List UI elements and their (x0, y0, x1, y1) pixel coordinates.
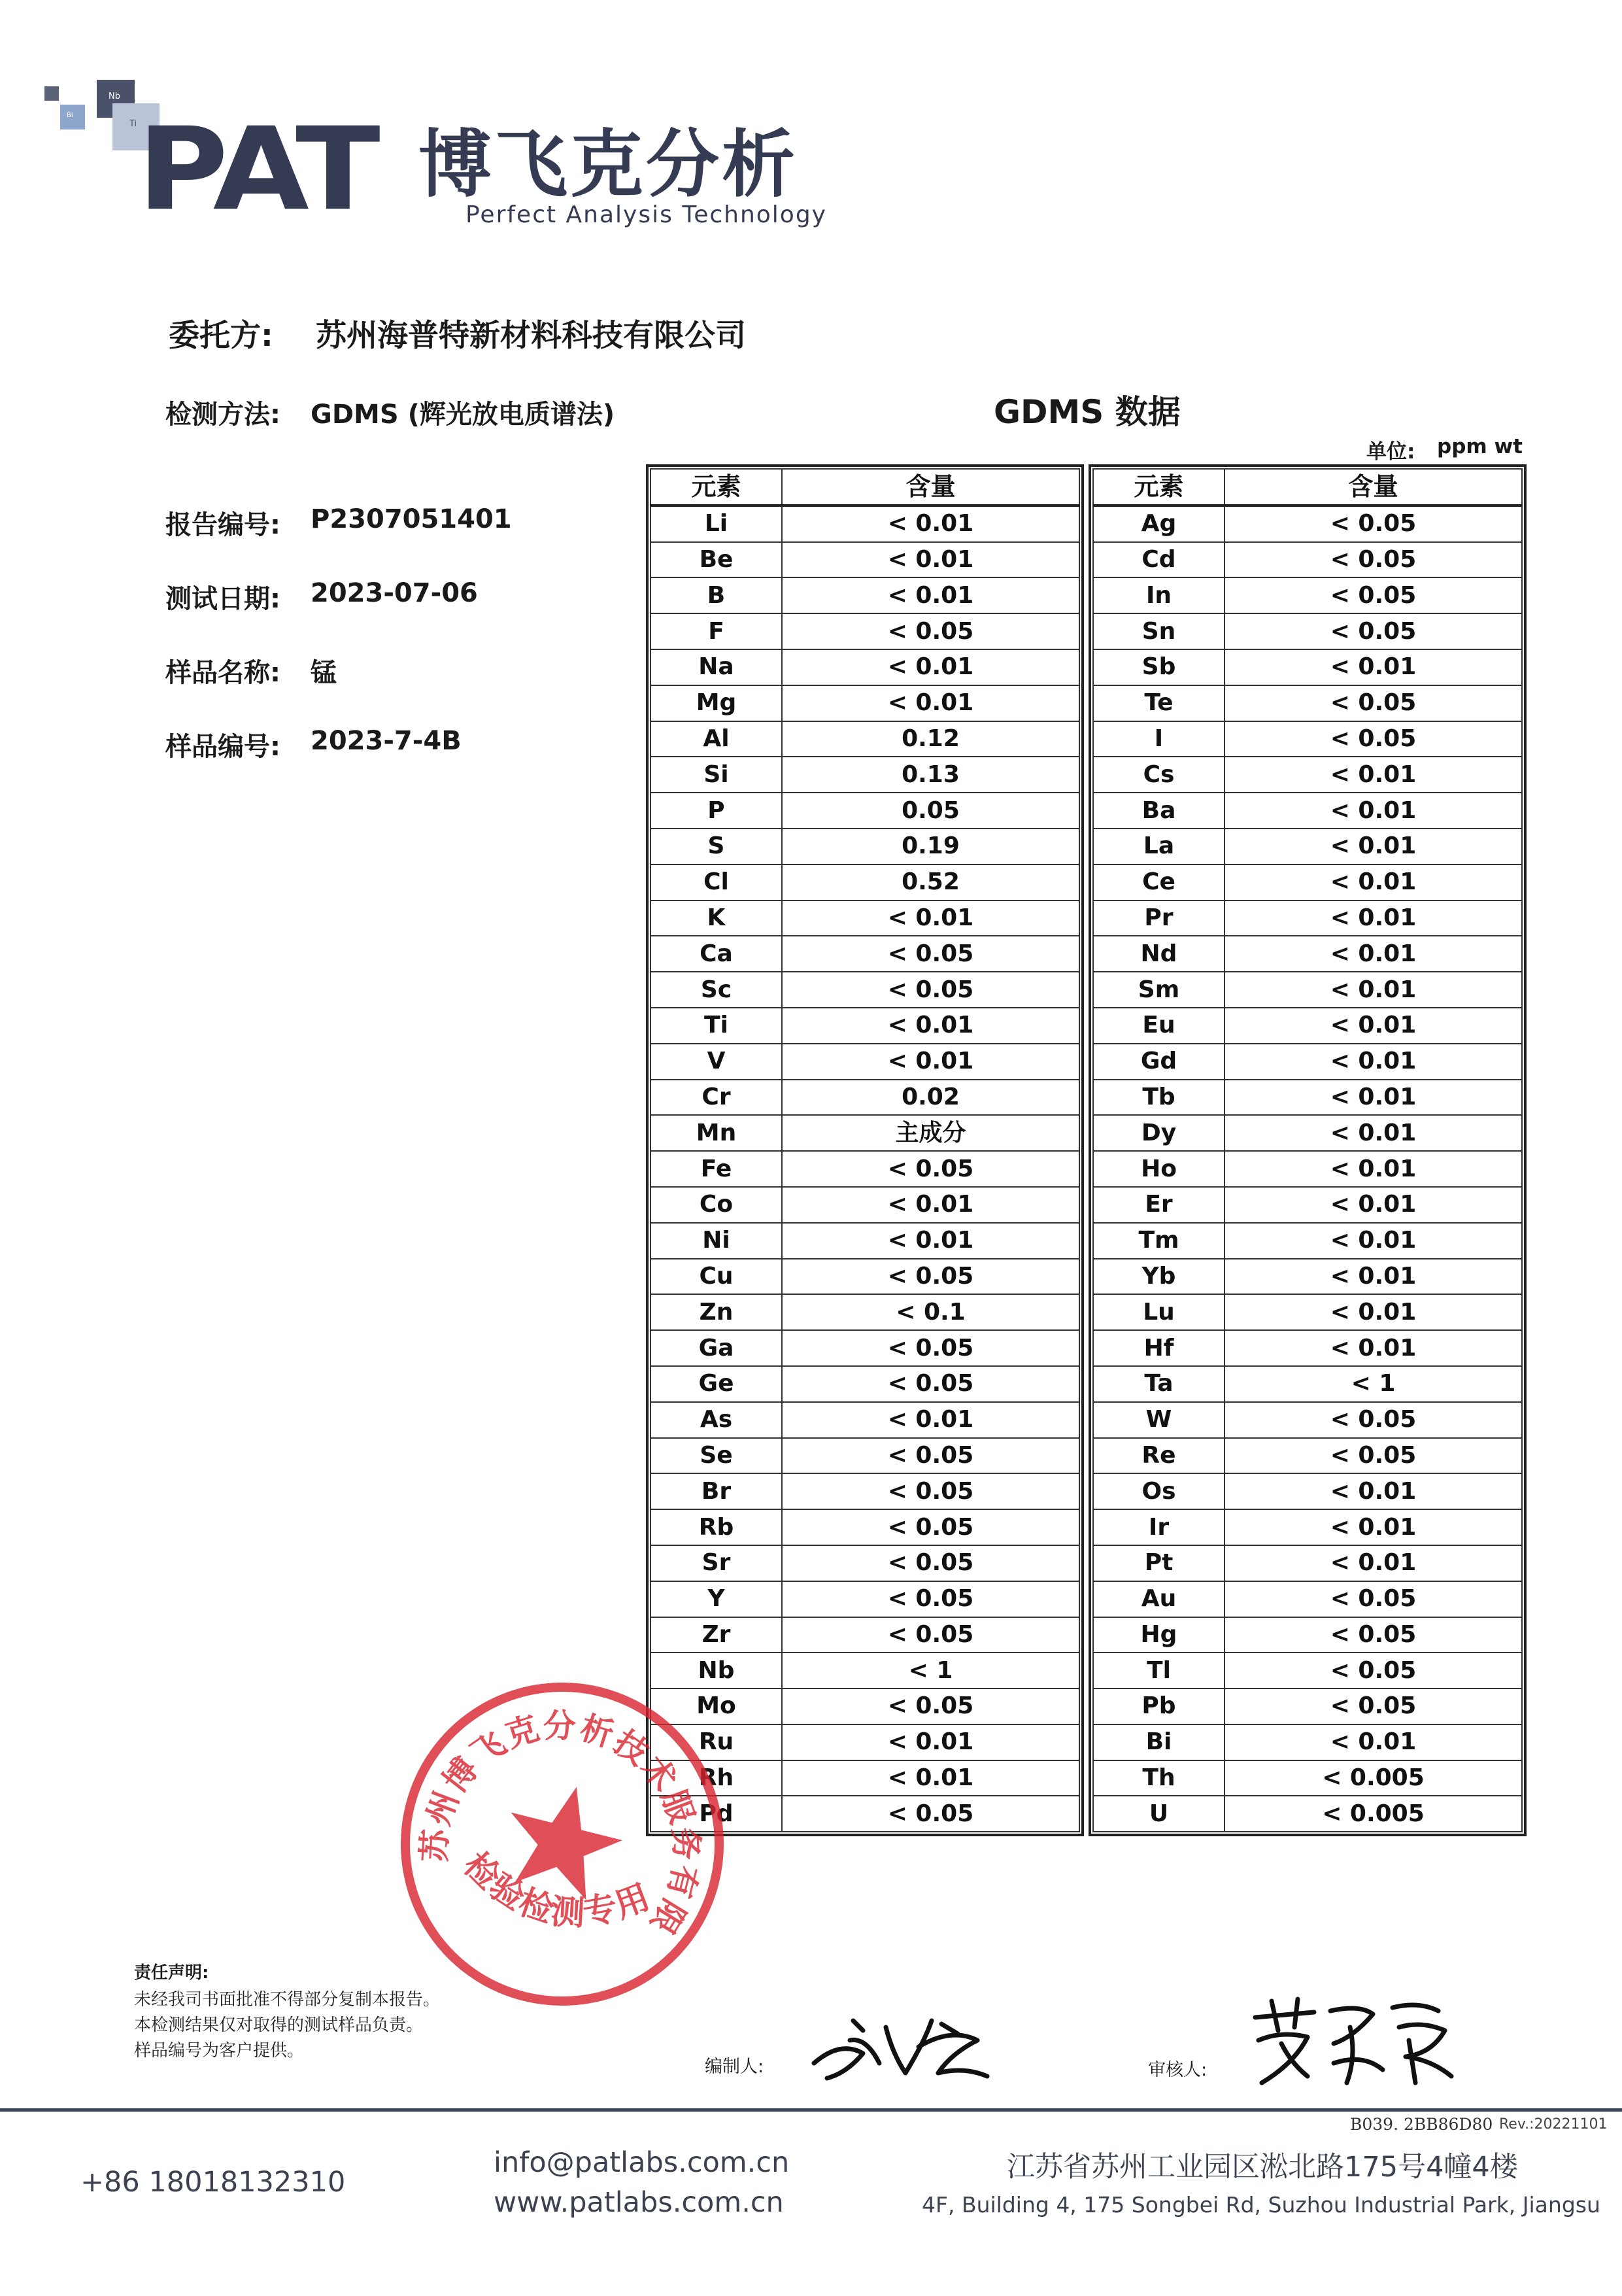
content-cell: < 0.05 (782, 1581, 1079, 1617)
element-cell: Nb (650, 1653, 782, 1688)
element-cell: Pd (650, 1796, 782, 1832)
test-date-value: 2023-07-06 (311, 578, 478, 608)
table-row (1093, 1509, 1522, 1545)
address-english: 4F, Building 4, 175 Songbei Rd, Suzhou Industrial Park, Jiangsu (922, 2192, 1600, 2218)
table-row (650, 1080, 1079, 1116)
table-row (650, 1402, 1079, 1438)
table-row (650, 757, 1079, 793)
table-row (650, 972, 1079, 1008)
method-label: 检测方法: (165, 400, 280, 430)
element-cell: Cs (1093, 757, 1225, 793)
content-cell: < 0.01 (1225, 1080, 1522, 1116)
sample-name-value: 锰 (311, 658, 337, 688)
contact-phone: +86 18018132310 (80, 2166, 346, 2199)
content-cell: < 0.05 (782, 1545, 1079, 1581)
report-no-label: 报告编号: (165, 510, 280, 540)
content-cell: < 0.05 (1225, 505, 1522, 542)
content-cell: < 0.05 (782, 1617, 1079, 1653)
element-cell: W (1093, 1402, 1225, 1438)
element-cell: La (1093, 829, 1225, 865)
table-row (1093, 972, 1522, 1008)
table-row (650, 1044, 1079, 1080)
element-cell: Pt (1093, 1545, 1225, 1581)
content-cell: < 0.01 (782, 685, 1079, 721)
element-cell: Hf (1093, 1330, 1225, 1366)
table-row (650, 1330, 1079, 1366)
element-cell: Sm (1093, 972, 1225, 1008)
element-cell: Sc (650, 972, 782, 1008)
table-row (650, 613, 1079, 649)
content-cell: < 0.05 (782, 613, 1079, 649)
element-cell: Hg (1093, 1617, 1225, 1653)
element-cell: Y (650, 1581, 782, 1617)
content-cell: 0.02 (782, 1080, 1079, 1116)
element-cell: Ge (650, 1366, 782, 1402)
content-cell: < 0.1 (782, 1294, 1079, 1330)
content-cell: < 0.05 (782, 1473, 1079, 1509)
content-cell: < 0.01 (1225, 649, 1522, 685)
element-cell: Cu (650, 1259, 782, 1295)
table-row (1093, 1187, 1522, 1223)
element-cell: Sb (1093, 649, 1225, 685)
svg-text:苏州博飞克分析技术服务有限公司: 苏州博飞克分析技术服务有限公司 (415, 1707, 706, 1942)
content-cell: 0.13 (782, 757, 1079, 793)
table-row (650, 1294, 1079, 1330)
content-cell: < 0.05 (1225, 721, 1522, 757)
element-cell: Mo (650, 1688, 782, 1724)
table-row (650, 829, 1079, 865)
logo-tagline: Perfect Analysis Technology (465, 201, 827, 228)
table-row (1093, 649, 1522, 685)
element-cell: Au (1093, 1581, 1225, 1617)
table-row (1093, 1653, 1522, 1688)
content-cell: < 0.01 (1225, 972, 1522, 1008)
table-row (1093, 721, 1522, 757)
element-cell: Tl (1093, 1653, 1225, 1688)
content-cell: < 0.01 (1225, 1294, 1522, 1330)
element-cell: Co (650, 1187, 782, 1223)
element-cell: Fe (650, 1151, 782, 1187)
content-cell: < 0.01 (1225, 1044, 1522, 1080)
content-cell: < 0.01 (782, 577, 1079, 613)
table-row (1093, 505, 1522, 542)
element-cell: K (650, 900, 782, 936)
footer-divider (0, 2108, 1622, 2112)
table-row (650, 1151, 1079, 1187)
disclaimer-line: 本检测结果仅对取得的测试样品负责。 (134, 2015, 424, 2035)
element-cell: Th (1093, 1760, 1225, 1796)
table-row (650, 1223, 1079, 1259)
test-date-label: 测试日期: (165, 584, 280, 614)
content-cell: < 0.05 (782, 1688, 1079, 1724)
element-cell: Ca (650, 936, 782, 972)
content-cell: < 0.01 (1225, 793, 1522, 829)
content-cell: < 0.01 (1225, 829, 1522, 865)
content-cell: < 0.05 (782, 1330, 1079, 1366)
logo-square-ti: Ti (112, 103, 160, 150)
content-column-header: 含量 (782, 469, 1079, 505)
table-row (650, 1008, 1079, 1044)
company-logo (39, 72, 856, 242)
table-row (1093, 1294, 1522, 1330)
content-cell: < 0.01 (1225, 1545, 1522, 1581)
content-cell: < 0.01 (782, 542, 1079, 578)
table-row (1093, 1724, 1522, 1760)
element-cell: Rh (650, 1760, 782, 1796)
content-cell: < 0.05 (1225, 577, 1522, 613)
table-row (1093, 1617, 1522, 1653)
table-row (1093, 542, 1522, 578)
table-row (650, 1509, 1079, 1545)
element-cell: V (650, 1044, 782, 1080)
element-cell: Bi (1093, 1724, 1225, 1760)
content-cell: < 0.05 (782, 1366, 1079, 1402)
element-cell: Ba (1093, 793, 1225, 829)
logo-chinese-name: 博飞克分析 (418, 122, 798, 207)
element-cell: Te (1093, 685, 1225, 721)
content-cell: < 0.05 (1225, 1438, 1522, 1474)
element-cell: S (650, 829, 782, 865)
table-row (1093, 1581, 1522, 1617)
element-cell: Cr (650, 1080, 782, 1116)
content-cell: < 1 (782, 1653, 1079, 1688)
element-cell: Tm (1093, 1223, 1225, 1259)
element-cell: Er (1093, 1187, 1225, 1223)
address-chinese: 江苏省苏州工业园区淞北路175号4幢4楼 (1007, 2151, 1518, 2184)
table-row (650, 1366, 1079, 1402)
content-cell: < 0.01 (1225, 1259, 1522, 1295)
element-cell: Br (650, 1473, 782, 1509)
table-row (1093, 1259, 1522, 1295)
content-cell: < 0.01 (1225, 1187, 1522, 1223)
content-cell: < 0.01 (1225, 757, 1522, 793)
content-cell: < 0.01 (782, 1724, 1079, 1760)
content-cell: < 0.01 (1225, 865, 1522, 900)
table-row (1093, 1473, 1522, 1509)
content-cell: < 0.01 (1225, 900, 1522, 936)
table-row (1093, 577, 1522, 613)
element-cell: Ce (1093, 865, 1225, 900)
table-row (1093, 1151, 1522, 1187)
element-cell: Sn (1093, 613, 1225, 649)
element-cell: I (1093, 721, 1225, 757)
element-column-header: 元素 (1093, 469, 1225, 505)
element-cell: Na (650, 649, 782, 685)
table-row (1093, 613, 1522, 649)
content-cell: < 0.01 (1225, 1724, 1522, 1760)
report-no-value: P2307051401 (311, 504, 512, 534)
element-cell: Pb (1093, 1688, 1225, 1724)
content-cell: < 0.05 (1225, 542, 1522, 578)
data-title: GDMS 数据 (994, 393, 1181, 431)
logo-mark: PAT (137, 103, 377, 236)
content-cell: < 0.01 (782, 1187, 1079, 1223)
table-row (1093, 1044, 1522, 1080)
content-cell: < 0.05 (1225, 1617, 1522, 1653)
table-row (650, 577, 1079, 613)
element-cell: Nd (1093, 936, 1225, 972)
content-cell: 0.05 (782, 793, 1079, 829)
content-cell: 0.52 (782, 865, 1079, 900)
right-results-table (1089, 464, 1527, 1836)
table-row (1093, 757, 1522, 793)
content-cell: < 0.01 (1225, 1509, 1522, 1545)
element-cell: Be (650, 542, 782, 578)
table-row (650, 505, 1079, 542)
content-cell: 0.12 (782, 721, 1079, 757)
content-cell: < 0.01 (1225, 1330, 1522, 1366)
left-results-table (646, 464, 1084, 1836)
content-cell: < 0.05 (782, 1259, 1079, 1295)
element-cell: Si (650, 757, 782, 793)
table-row (1093, 1008, 1522, 1044)
content-cell: < 0.05 (782, 936, 1079, 972)
element-cell: Ta (1093, 1366, 1225, 1402)
table-row (650, 1473, 1079, 1509)
content-cell: < 0.05 (1225, 613, 1522, 649)
table-row (650, 900, 1079, 936)
table-row (650, 793, 1079, 829)
official-seal (392, 1674, 732, 2014)
element-cell: As (650, 1402, 782, 1438)
table-row (1093, 1402, 1522, 1438)
content-cell: < 0.05 (782, 1151, 1079, 1187)
content-cell: < 0.01 (782, 1223, 1079, 1259)
disclaimer-line: 样品编号为客户提供。 (134, 2041, 305, 2061)
unit-label: 单位: (1366, 440, 1415, 464)
table-row (650, 1617, 1079, 1653)
logo-square-nb: Nb (97, 80, 135, 118)
table-header-row (650, 469, 1079, 505)
table-row (1093, 1223, 1522, 1259)
content-cell: < 0.01 (1225, 1223, 1522, 1259)
table-row (1093, 793, 1522, 829)
content-cell: < 0.05 (782, 1509, 1079, 1545)
table-row (650, 685, 1079, 721)
table-row (650, 721, 1079, 757)
content-cell: < 1 (1225, 1366, 1522, 1402)
table-row (1093, 829, 1522, 865)
element-cell: Se (650, 1438, 782, 1474)
content-cell: < 0.05 (782, 1796, 1079, 1832)
content-cell: < 0.05 (782, 972, 1079, 1008)
content-cell: < 0.01 (782, 1402, 1079, 1438)
logo-square-bi: Bi (60, 105, 85, 129)
element-cell: Mn (650, 1115, 782, 1151)
element-cell: Ga (650, 1330, 782, 1366)
table-row (1093, 1080, 1522, 1116)
element-cell: Re (1093, 1438, 1225, 1474)
content-cell: < 0.01 (782, 649, 1079, 685)
element-cell: F (650, 613, 782, 649)
table-row (1093, 1688, 1522, 1724)
table-row (1093, 1760, 1522, 1796)
content-cell: < 0.01 (1225, 1008, 1522, 1044)
content-column-header: 含量 (1225, 469, 1522, 505)
element-cell: Sr (650, 1545, 782, 1581)
editor-label: 编制人: (705, 2057, 764, 2077)
contact-website: www.patlabs.com.cn (494, 2186, 784, 2219)
table-row (650, 1259, 1079, 1295)
table-row (1093, 1796, 1522, 1832)
unit-value: ppm wt (1437, 435, 1523, 458)
table-row (1093, 685, 1522, 721)
revision-label: Rev.:20221101 (1499, 2116, 1608, 2133)
table-row (1093, 1115, 1522, 1151)
content-cell: < 0.01 (1225, 1151, 1522, 1187)
element-cell: Zr (650, 1617, 782, 1653)
content-cell: < 0.01 (1225, 1473, 1522, 1509)
content-cell: < 0.01 (782, 1760, 1079, 1796)
content-cell: < 0.05 (782, 1438, 1079, 1474)
element-cell: P (650, 793, 782, 829)
element-cell: Ru (650, 1724, 782, 1760)
content-cell: < 0.01 (782, 505, 1079, 542)
table-row (1093, 936, 1522, 972)
content-cell: < 0.05 (1225, 685, 1522, 721)
element-cell: Li (650, 505, 782, 542)
element-cell: Os (1093, 1473, 1225, 1509)
element-cell: Yb (1093, 1259, 1225, 1295)
content-cell: < 0.005 (1225, 1796, 1522, 1832)
element-cell: Ag (1093, 505, 1225, 542)
element-cell: Ir (1093, 1509, 1225, 1545)
content-cell: < 0.05 (1225, 1402, 1522, 1438)
element-cell: Eu (1093, 1008, 1225, 1044)
editor-signature (801, 2001, 997, 2086)
disclaimer-line: 未经我司书面批准不得部分复制本报告。 (134, 1990, 441, 2010)
content-cell: < 0.05 (1225, 1688, 1522, 1724)
table-row (650, 936, 1079, 972)
svg-text:检验检测专用章: 检验检测专用章 (456, 1845, 656, 1934)
element-cell: Gd (1093, 1044, 1225, 1080)
element-cell: Cd (1093, 542, 1225, 578)
sample-no-value: 2023-7-4B (311, 726, 462, 756)
content-cell: < 0.01 (1225, 1115, 1522, 1151)
table-row (1093, 1545, 1522, 1581)
logo-square (44, 86, 59, 101)
element-cell: Al (650, 721, 782, 757)
content-cell: < 0.01 (1225, 936, 1522, 972)
element-cell: In (1093, 577, 1225, 613)
table-row (650, 1581, 1079, 1617)
sample-name-label: 样品名称: (165, 658, 280, 688)
content-cell: < 0.01 (782, 900, 1079, 936)
element-cell: Ti (650, 1008, 782, 1044)
element-cell: B (650, 577, 782, 613)
table-row (650, 1115, 1079, 1151)
content-cell: < 0.05 (1225, 1653, 1522, 1688)
element-cell: Tb (1093, 1080, 1225, 1116)
table-row (1093, 865, 1522, 900)
element-column-header: 元素 (650, 469, 782, 505)
table-row (1093, 1330, 1522, 1366)
element-cell: Ho (1093, 1151, 1225, 1187)
table-row (1093, 1366, 1522, 1402)
element-cell: Cl (650, 865, 782, 900)
sample-no-label: 样品编号: (165, 732, 280, 762)
table-row (650, 1187, 1079, 1223)
element-cell: Mg (650, 685, 782, 721)
content-cell: < 0.01 (782, 1044, 1079, 1080)
contact-email: info@patlabs.com.cn (494, 2146, 790, 2179)
table-row (650, 1438, 1079, 1474)
table-row (650, 649, 1079, 685)
table-row (650, 1545, 1079, 1581)
client-value: 苏州海普特新材料科技有限公司 (316, 318, 746, 354)
element-cell: Dy (1093, 1115, 1225, 1151)
element-cell: U (1093, 1796, 1225, 1832)
document-code: B039. 2BB86D80 (1350, 2115, 1493, 2134)
reviewer-label: 审核人: (1148, 2060, 1208, 2080)
content-cell: 0.19 (782, 829, 1079, 865)
content-cell: < 0.05 (1225, 1581, 1522, 1617)
method-value: GDMS (辉光放电质谱法) (311, 400, 615, 430)
element-cell: Zn (650, 1294, 782, 1330)
table-row (1093, 1438, 1522, 1474)
table-row (650, 865, 1079, 900)
content-cell: 主成分 (782, 1115, 1079, 1151)
content-cell: < 0.01 (782, 1008, 1079, 1044)
disclaimer-title: 责任声明: (134, 1963, 209, 1983)
element-cell: Lu (1093, 1294, 1225, 1330)
element-cell: Rb (650, 1509, 782, 1545)
element-cell: Pr (1093, 900, 1225, 936)
table-row (650, 542, 1079, 578)
element-cell: Ni (650, 1223, 782, 1259)
client-label: 委托方: (169, 318, 273, 354)
table-row (1093, 900, 1522, 936)
table-header-row (1093, 469, 1522, 505)
content-cell: < 0.005 (1225, 1760, 1522, 1796)
reviewer-signature (1242, 1991, 1458, 2089)
